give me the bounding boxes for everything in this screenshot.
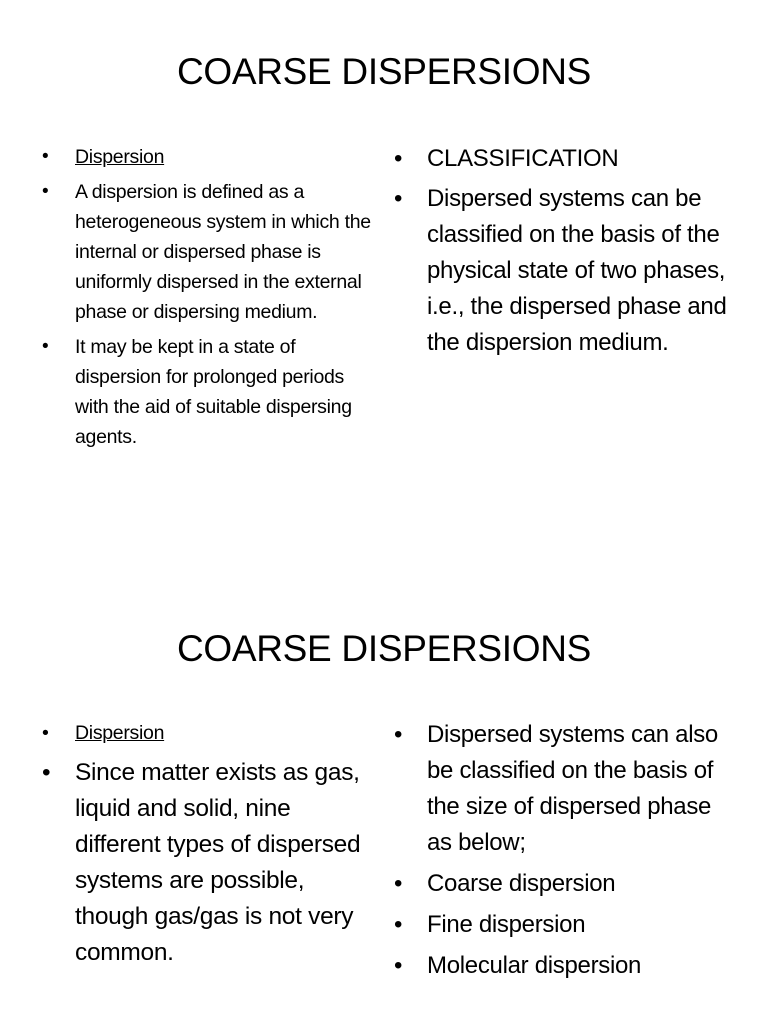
bullet-text: Since matter exists as gas, liquid and solid, nine different types of dispersed systems are possible, though gas/gas is not very common. bbox=[75, 759, 361, 966]
right-bullet-list bbox=[394, 141, 734, 365]
bullet-icon bbox=[394, 866, 402, 902]
bullet-icon bbox=[42, 755, 50, 791]
bullet-item bbox=[42, 332, 382, 452]
bullet-icon bbox=[42, 142, 48, 172]
bullet-text: Molecular dispersion bbox=[427, 952, 642, 979]
bullet-icon bbox=[394, 948, 402, 984]
bullet-text: Dispersed systems can also be classified on the basis of the size of dispersed phase as below; bbox=[427, 721, 718, 856]
bullet-heading: CLASSIFICATION bbox=[427, 145, 619, 172]
bullet-text: Dispersed systems can be classified on the basis of the physical state of two phases, i.e., the dispersed phase and the dispersion medium. bbox=[427, 185, 727, 356]
right-bullet-list bbox=[394, 717, 739, 989]
bullet-icon bbox=[394, 717, 402, 753]
left-bullet-list bbox=[42, 142, 382, 457]
bullet-text: It may be kept in a state of dispersion for prolonged periods with the aid of suitable dispersing agents. bbox=[75, 336, 352, 448]
bullet-item bbox=[394, 717, 739, 861]
bullet-item bbox=[394, 181, 734, 361]
bullet-item bbox=[394, 948, 739, 984]
slide-2 bbox=[0, 576, 768, 1024]
bullet-item bbox=[42, 142, 382, 172]
bullet-item bbox=[42, 755, 372, 971]
bullet-item bbox=[42, 177, 382, 327]
bullet-icon bbox=[394, 907, 402, 943]
bullet-item bbox=[394, 907, 739, 943]
bullet-icon bbox=[42, 332, 48, 362]
bullet-text: A dispersion is defined as a heterogeneous system in which the internal or dispersed phase is uniformly dispersed in the external phase or dispersing medium. bbox=[75, 181, 371, 323]
bullet-icon bbox=[42, 718, 49, 748]
bullet-text: Fine dispersion bbox=[427, 911, 586, 938]
slide-title: COARSE DISPERSIONS bbox=[176, 51, 592, 92]
bullet-heading: Dispersion bbox=[75, 722, 165, 744]
bullet-item bbox=[394, 141, 734, 177]
bullet-icon bbox=[42, 177, 48, 207]
bullet-item bbox=[42, 718, 372, 748]
slide-title: COARSE DISPERSIONS bbox=[176, 628, 592, 669]
bullet-text: Coarse dispersion bbox=[427, 870, 616, 897]
bullet-icon bbox=[394, 141, 402, 177]
bullet-item bbox=[394, 866, 739, 902]
bullet-heading: Dispersion bbox=[75, 146, 165, 168]
bullet-icon bbox=[394, 181, 402, 217]
left-bullet-list bbox=[42, 718, 372, 971]
